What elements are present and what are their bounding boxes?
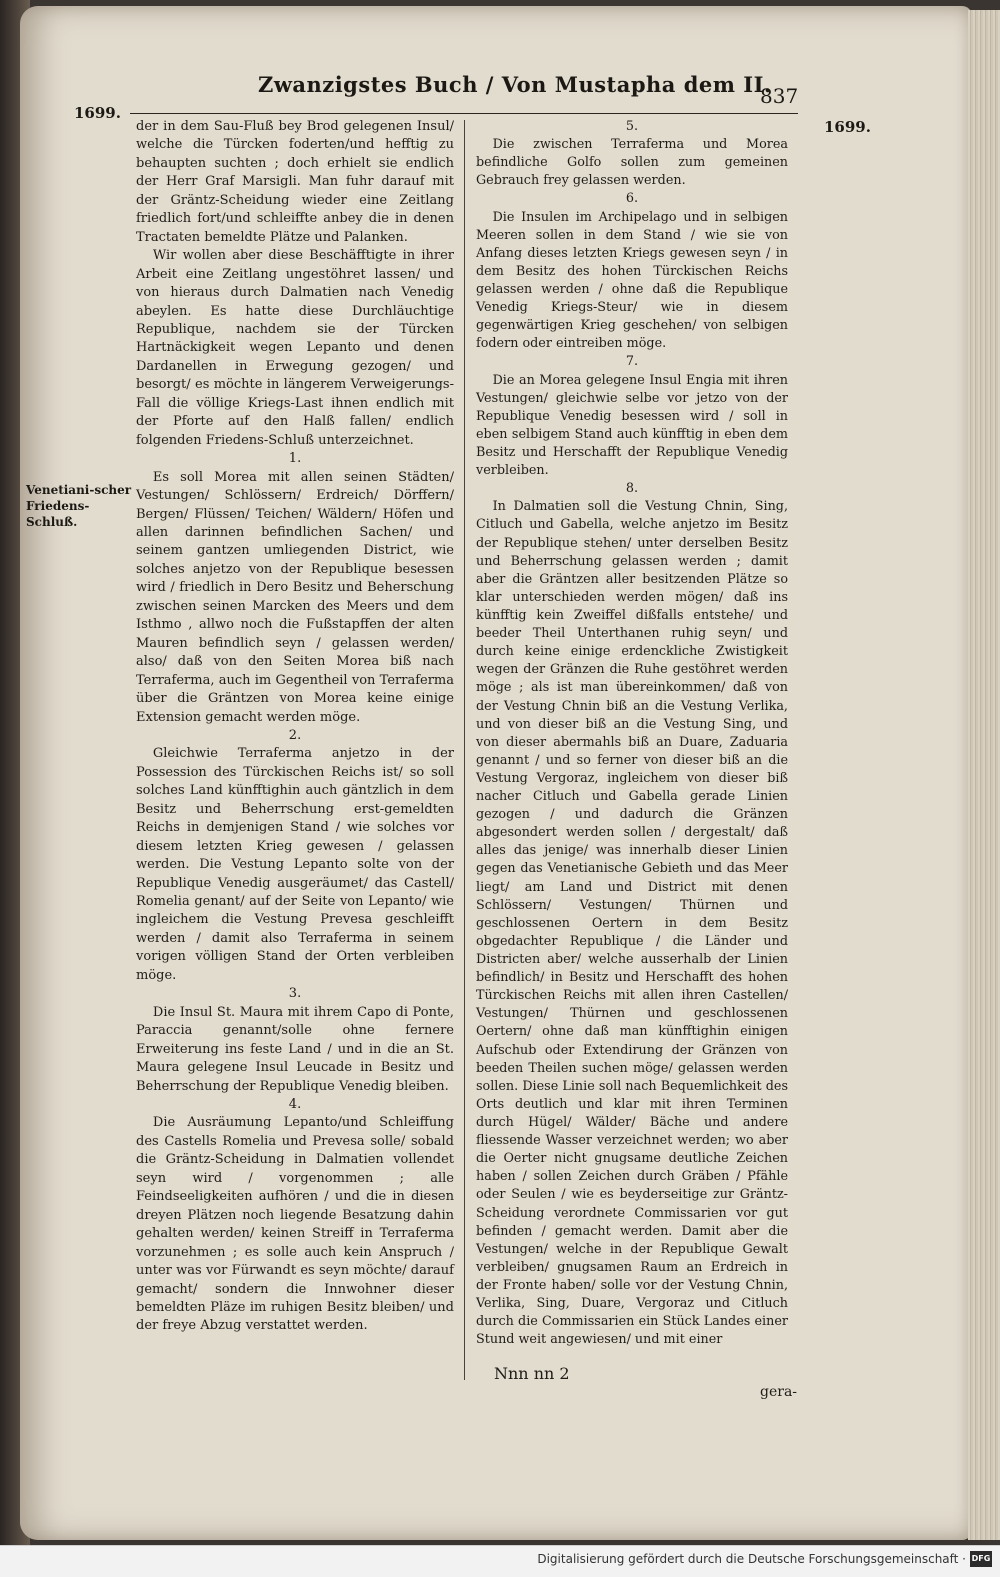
paragraph: Es soll Morea mit allen seinen Städten/ Vestungen/ Schlössern/ Erdreich/ Dörffern/ Bergen/ Flüssen/ Teichen/ Wäldern/ Höfen und allen darinnen befindlichen Sachen/ und seinem gantzen umliegenden District, wie solches anjetzo von der Republique besessen wird / friedlich in Dero Besitz und Beherschung zwischen seinen Marcken des Meers und dem Isthmo , allwo noch die Fußstapffen der alten Mauren befindlich seyn / gelassen werden/ also/ daß von den Seiten Morea biß nach Terraferma, auch im Gegentheil von Terraferma über die Gräntzen von Morea keine einige Extension gemacht werden möge. xyxy=(136,469,454,725)
paragraph: Die zwischen Terraferma und Morea befindliche Golfo sollen zum gemeinen Gebrauch frey gelassen werden. xyxy=(476,137,788,189)
section-number: 3. xyxy=(288,986,302,1002)
paragraph: Die Insulen im Archipelago und in selbigen Meeren sollen in dem Stand / wie sie von Anfang dieses letzten Kriegs gewesen seyn / in dem Besitz des hohen Türckischen Reichs gelassen werden / ohne daß die Republique Venedig Kriegs-Steur/ wie in diesem gegenwärtigen Krieg geschehen/ von selbigen fodern oder eintreiben möge. xyxy=(476,209,788,352)
section-number: 6. xyxy=(625,191,639,207)
paragraph: der in dem Sau-Fluß bey Brod gelegenen Insul/ welche die Türcken foderten/und hefftig zu behaupten suchten ; doch erhielt sie endlich der Herr Graf Marsigli. Man fuhr darauf mit der Gräntz-Scheidung wieder eine Zeitlang friedlich fort/und schleiffte anbey die in denen Tractaten bemeldte Plätze und Palanken. xyxy=(136,119,454,245)
paragraph: Wir wollen aber diese Beschäfftigte in ihrer Arbeit eine Zeitlang ungestöhret lassen/ und von hieraus durch Dalmatien nach Venedig abeylen. Es hatte diese Durchläuchtige Republique, nachdem sie der Türcken Hartnäckigkeit wegen Lepanto und denen Dardanellen in Erwegung gezogen/ und besorgt/ es möchte in längerem Verweigerungs-Fall die völlige Kriegs-Last ihnen endlich mit der Pforte auf den Halß fallen/ endlich folgenden Friedens-Schluß unterzeichnet. xyxy=(136,248,454,448)
left-text-column xyxy=(136,118,454,1336)
section-number: 5. xyxy=(625,119,639,134)
funding-notice: Digitalisierung gefördert durch die Deutsche Forschungsgemeinschaft · xyxy=(537,1552,966,1566)
dfg-logo: DFG xyxy=(970,1551,992,1567)
page-edges xyxy=(968,10,1000,1540)
paragraph: Gleichwie Terraferma anjetzo in der Possession des Türckischen Reichs ist/ so soll solches Land künfftighin auch gäntzlich in dem Besitz und Beherrschung erst-gemeldten Reichs in demjenigen Stand / wie solches vor diesem letzten Krieg gewesen / gelassen werden. Die Vestung Lepanto solte von der Republique Venedig ausgeräumet/ das Castell/ Romelia genant/ auf der Seite von Lepanto/ wie ingleichem die Vestung Prevesa geschleifft werden / damit also Terraferma in seinem vorigen völligen Stand der Orten verbleiben möge. xyxy=(136,746,454,983)
section-number: 1. xyxy=(288,451,302,467)
column-divider xyxy=(464,120,465,1380)
catchword: gera- xyxy=(760,1384,798,1400)
paragraph: Die Insul St. Maura mit ihrem Capo di Ponte, Paraccia genannt/solle ohne fernere Erweiterung ins feste Land / und in die an St. Maura gelegene Insul Leucade in Besitz und Beherrschung der Republique Venedig bleiben. xyxy=(136,1004,454,1094)
margin-year-right: 1699. xyxy=(824,118,871,136)
page-number: 837 xyxy=(760,84,799,108)
margin-year-left: 1699. xyxy=(74,104,121,122)
section-number: 8. xyxy=(625,481,639,497)
running-head: Zwanzigstes Buch / Von Mustapha dem II. xyxy=(258,72,772,97)
signature-mark: Nnn nn 2 xyxy=(494,1364,570,1383)
paragraph: Die an Morea gelegene Insul Engia mit ihren Vestungen/ gleichwie selbe vor jetzo von der Republique Venedig besessen wird / soll in eben selbigem Stand auch künfftig in eben dem Besitz und Herschafft der Republique Venedig verbleiben. xyxy=(476,372,788,479)
margin-side-note: Venetiani-scher Friedens-Schluß. xyxy=(26,483,132,529)
section-number: 2. xyxy=(288,727,302,743)
section-number: 7. xyxy=(625,354,639,370)
right-text-column xyxy=(476,118,788,1349)
section-number: 4. xyxy=(288,1097,302,1113)
header-rule xyxy=(130,113,798,114)
paragraph: In Dalmatien soll die Vestung Chnin, Sing, Citluch und Gabella, welche anjetzo im Besitz der Republique stehen/ unter derselben Besitz und Beherrschung gelassen werden ; damit aber die Gräntzen aller besitzenden Plätze so klar unterschieden werden mögen/ daß ins künfftig kein Zweiffel dißfalls entstehe/ und beeder Theil Unterthanen ruhig seyn/ und durch keine einige erdenckliche Zwistigkeit wegen der Gränzen die Ruhe gestöhret werden möge ; als ist man übereinkommen/ daß von der Vestung Chnin biß an die Vestung Verlika, und von dieser biß an die Vestung Sing, und von dieser abermahls biß an Duare, Zaduaria genannt / und so ferner von dieser biß an die Vestung Vergoraz, ingleichem von dieser biß nacher Citluch und Gabella gerade Linien gezogen / und dadurch die Gränzen abgesondert werden sollen / dergestalt/ daß alles das jenige/ was innerhalb dieser Linien gegen das Venetianische Gebieth und das Meer liegt/ am Land und District mit denen Schlössern/ Vestungen/ Thürnen und geschlossenen Oertern in dem Besitz obgedachter Republique / die Länder und Districten aber/ welche ausserhalb der Linien befindlich/ in Besitz und Herschafft des hohen Türckischen Reichs mit allen ihren Castellen/ Vestungen/ Thürnen und geschlossenen Oertern/ ohne daß man künfftighin einigen Aufschub oder Extendirung der Gränzen von beeden Theilen suchen möge/ gelassen werden sollen. Diese Linie soll nach Bequemlichkeit des Orts deutlich und klar mit ihren Terminen durch Hügel/ Wälder/ Bäche und andere fliessende Wasser verzeichnet werden; wo aber die Oerter nicht gnugsame deutliche Zeichen haben / sollen Zeichen durch Gräben / Pfähle oder Seulen / wie es beyderseitige zur Gräntz-Scheidung verordnete Commissarien vor gut befinden / gemacht werden. Damit aber die Vestungen/ welche in der Republique Gewalt verbleiben/ gnugsamen Raum an Erdreich in der Fronte haben/ solle vor der Vestung Chnin, Verlika, Sing, Duare, Vergoraz und Citluch durch die Commissarien ein Stück Landes einer Stund weit angewiesen/ und mit einer xyxy=(476,499,788,1348)
paragraph: Die Ausräumung Lepanto/und Schleiffung des Castells Romelia und Prevesa solle/ sobald die Gräntz-Scheidung in Dalmatien vollendet seyn wird / vorgenommen ; alle Feindseeligkeiten aufhören / und die in diesen dreyen Plätzen noch liegende Besatzung dahin gehalten werden/ keinen Streiff in Terraferma vorzunehmen ; es solle auch kein Anspruch / unter was vor Fürwandt es seyn möchte/ darauf gemacht/ sondern die Innwohner dieser bemeldten Pläze im ruhigen Besitz bleiben/ und der freye Abzug verstattet werden. xyxy=(136,1115,454,1334)
